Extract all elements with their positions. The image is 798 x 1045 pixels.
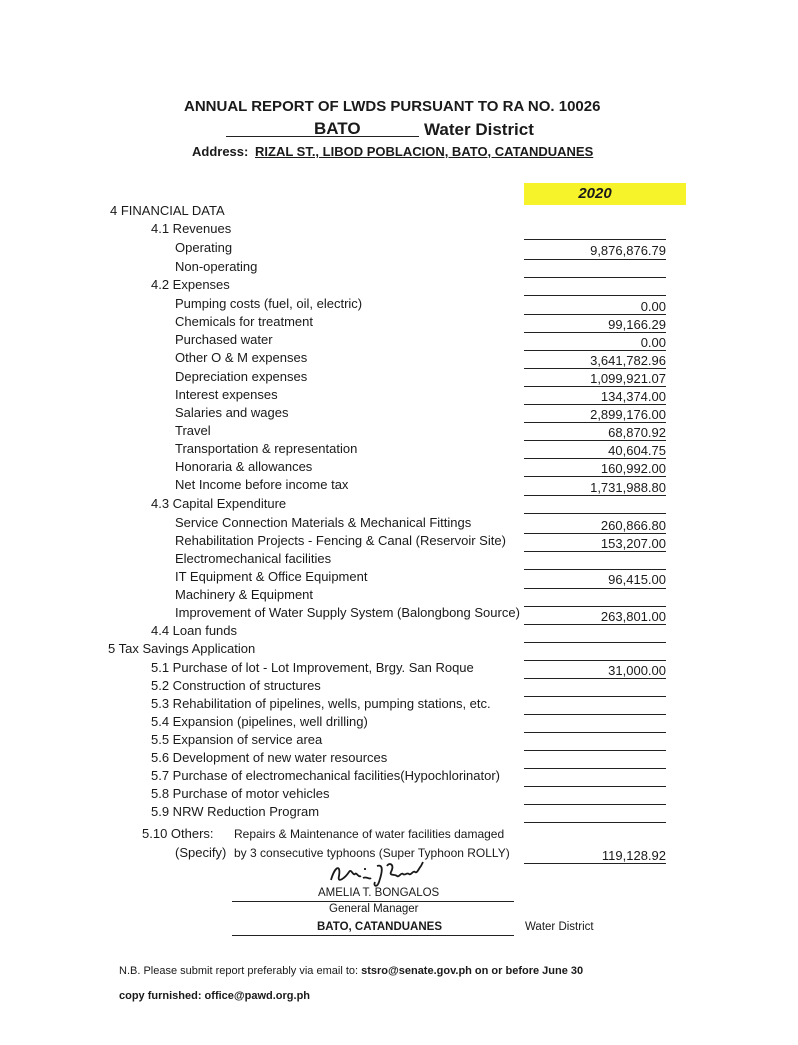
row-label-t55: 5.5 Expansion of service area — [151, 732, 323, 747]
row-label-operating: Operating — [175, 240, 233, 255]
value-underline — [524, 440, 666, 441]
value-underline — [524, 588, 666, 589]
row-value-transport: 40,604.75 — [608, 443, 666, 458]
value-underline — [524, 624, 666, 625]
signature-image — [325, 858, 445, 890]
location-line — [232, 935, 514, 936]
row-value-others: 119,128.92 — [601, 848, 666, 863]
row-value-depreciation: 1,099,921.07 — [590, 371, 666, 386]
value-underline — [524, 350, 666, 351]
footer-copy-furnished: copy furnished: office@pawd.org.ph — [119, 990, 311, 1002]
row-label-non-operating: Non-operating — [175, 259, 258, 274]
value-underline — [524, 314, 666, 315]
value-underline — [524, 822, 666, 823]
section-financial-data: 4 FINANCIAL DATA — [110, 203, 225, 218]
value-underline — [524, 368, 666, 369]
row-value-pumping: 0.00 — [640, 299, 666, 314]
row-label-improvement: Improvement of Water Supply System (Balongbong Source) — [175, 605, 520, 620]
row-label-t52: 5.2 Construction of structures — [151, 678, 321, 693]
row-label-pumping: Pumping costs (fuel, oil, electric) — [175, 296, 363, 311]
row-label-t51: 5.1 Purchase of lot - Lot Improvement, Brgy. San Roque — [151, 660, 474, 675]
row-label-electromechanical: Electromechanical facilities — [175, 551, 332, 566]
signatory-position: General Manager — [329, 903, 419, 915]
value-underline — [524, 804, 666, 805]
value-underline — [524, 332, 666, 333]
value-underline — [524, 458, 666, 459]
section-expenses: 4.2 Expenses — [151, 277, 230, 292]
signature-line — [232, 901, 514, 902]
others-description-line2: by 3 consecutive typhoons (Super Typhoon ROLLY) — [234, 846, 510, 860]
row-value-chemicals: 99,166.29 — [608, 317, 666, 332]
value-underline — [524, 551, 666, 552]
district-suffix: Water District — [424, 120, 534, 139]
value-underline — [524, 569, 666, 570]
section-tax-savings: 5 Tax Savings Application — [108, 641, 256, 656]
row-label-service-connection: Service Connection Materials & Mechanical Fittings — [175, 515, 472, 530]
others-description-line1: Repairs & Maintenance of water facilities damaged — [234, 827, 505, 841]
row-label-t56: 5.6 Development of new water resources — [151, 750, 388, 765]
row-label-t54: 5.4 Expansion (pipelines, well drilling) — [151, 714, 368, 729]
row-value-net-income: 1,731,988.80 — [590, 480, 666, 495]
signatory-location: BATO, CATANDUANES — [317, 921, 443, 933]
row-value-purchased-water: 0.00 — [640, 335, 666, 350]
footer-note-email: stsro@senate.gov.ph on or before June 30 — [361, 965, 584, 977]
row-label-interest: Interest expenses — [175, 387, 278, 402]
row-label-chemicals: Chemicals for treatment — [175, 314, 313, 329]
row-label-machinery: Machinery & Equipment — [175, 587, 314, 602]
row-value-t51: 31,000.00 — [608, 663, 666, 678]
section-revenues: 4.1 Revenues — [151, 221, 232, 236]
value-underline — [524, 277, 666, 278]
row-value-it-equipment: 96,415.00 — [608, 572, 666, 587]
row-label-honoraria: Honoraria & allowances — [175, 459, 313, 474]
row-value-improvement: 263,801.00 — [600, 609, 666, 624]
row-value-service-connection: 260,866.80 — [600, 518, 666, 533]
others-specify-label: (Specify) — [175, 845, 227, 860]
address-label: Address: — [192, 144, 249, 159]
row-value-salaries: 2,899,176.00 — [590, 407, 666, 422]
signatory-name: AMELIA T. BONGALOS — [318, 887, 440, 899]
value-underline — [524, 696, 666, 697]
value-underline — [524, 768, 666, 769]
value-underline — [524, 513, 666, 514]
value-underline — [524, 259, 666, 260]
row-value-rehab-projects: 153,207.00 — [600, 536, 666, 551]
row-value-honoraria: 160,992.00 — [600, 461, 666, 476]
row-label-purchased-water: Purchased water — [175, 332, 273, 347]
value-underline — [524, 239, 666, 240]
row-label-t58: 5.8 Purchase of motor vehicles — [151, 786, 330, 801]
row-label-t57: 5.7 Purchase of electromechanical facilities(Hypochlorinator) — [151, 768, 500, 783]
others-label: 5.10 Others: — [142, 826, 214, 841]
value-underline — [524, 422, 666, 423]
value-underline — [524, 476, 666, 477]
value-underline — [524, 786, 666, 787]
report-title: ANNUAL REPORT OF LWDS PURSUANT TO RA NO. 10026 — [184, 98, 601, 115]
value-underline — [524, 642, 666, 643]
row-label-rehab-projects: Rehabilitation Projects - Fencing & Canal (Reservoir Site) — [175, 533, 506, 548]
row-value-interest: 134,374.00 — [600, 389, 666, 404]
district-name: BATO — [314, 119, 361, 138]
row-value-other-om: 3,641,782.96 — [590, 353, 666, 368]
value-underline — [524, 714, 666, 715]
value-underline — [524, 863, 666, 864]
footer-note — [119, 965, 583, 977]
value-underline — [524, 732, 666, 733]
value-underline — [524, 678, 666, 679]
value-underline — [524, 386, 666, 387]
row-label-salaries: Salaries and wages — [175, 405, 289, 420]
year-column-header: 2020 — [578, 185, 612, 202]
value-underline — [524, 533, 666, 534]
value-underline — [524, 295, 666, 296]
row-label-travel: Travel — [175, 423, 211, 438]
section-loan-funds: 4.4 Loan funds — [151, 623, 238, 638]
footer-note-prefix: N.B. Please submit report preferably via email to: — [119, 965, 359, 977]
row-label-t59: 5.9 NRW Reduction Program — [151, 804, 320, 819]
value-underline — [524, 606, 666, 607]
address-value: RIZAL ST., LIBOD POBLACION, BATO, CATANDUANES — [255, 144, 594, 159]
value-underline — [524, 750, 666, 751]
row-label-t53: 5.3 Rehabilitation of pipelines, wells, pumping stations, etc. — [151, 696, 491, 711]
row-label-net-income: Net Income before income tax — [175, 477, 349, 492]
value-underline — [524, 495, 666, 496]
value-underline — [524, 660, 666, 661]
row-label-other-om: Other O & M expenses — [175, 350, 308, 365]
section-capital-expenditure: 4.3 Capital Expenditure — [151, 496, 287, 511]
row-label-transport: Transportation & representation — [175, 441, 358, 456]
row-value-operating: 9,876,876.79 — [590, 243, 666, 258]
row-label-it-equipment: IT Equipment & Office Equipment — [175, 569, 368, 584]
row-value-travel: 68,870.92 — [608, 425, 666, 440]
value-underline — [524, 404, 666, 405]
row-label-depreciation: Depreciation expenses — [175, 369, 308, 384]
signatory-suffix: Water District — [525, 921, 594, 933]
